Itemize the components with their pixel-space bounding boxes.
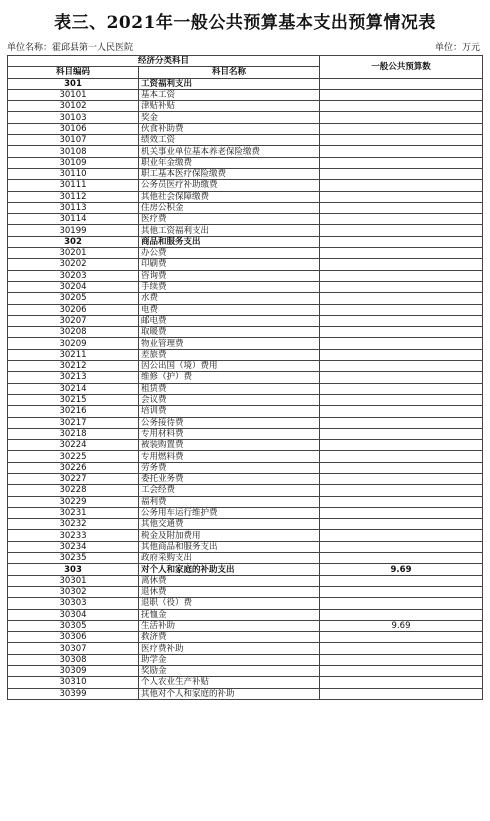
name-cell: 手续费 [139,281,320,292]
name-cell: 工资福利支出 [139,78,320,89]
name-cell: 生活补助 [139,620,320,631]
code-cell: 30304 [8,609,139,620]
code-cell: 30106 [8,123,139,134]
table-header [8,56,483,79]
name-cell: 培训费 [139,406,320,417]
code-cell: 30399 [8,688,139,699]
name-cell: 专用材料费 [139,428,320,439]
amount-cell [320,485,483,496]
amount-header: 一般公共预算数 [320,56,483,79]
amount-cell [320,361,483,372]
code-header: 科目编码 [8,67,139,78]
amount-cell [320,643,483,654]
code-cell: 30214 [8,383,139,394]
name-cell: 住房公积金 [139,202,320,213]
name-cell: 公务员医疗补助缴费 [139,180,320,191]
table-row [8,383,483,394]
table-row [8,135,483,146]
name-cell: 其他商品和服务支出 [139,541,320,552]
table-row [8,519,483,530]
amount-cell [320,553,483,564]
unit-name: 单位名称：霍邱县第一人民医院 [7,43,134,53]
amount-cell [320,394,483,405]
name-cell: 委托业务费 [139,473,320,484]
code-cell: 30231 [8,507,139,518]
code-cell: 30229 [8,496,139,507]
code-cell: 30102 [8,101,139,112]
amount-cell [320,575,483,586]
table-row [8,462,483,473]
amount-cell [320,519,483,530]
code-cell: 30234 [8,541,139,552]
code-cell: 30232 [8,519,139,530]
table-row [8,146,483,157]
code-cell: 30103 [8,112,139,123]
name-cell: 电费 [139,304,320,315]
amount-cell [320,654,483,665]
amount-cell [320,451,483,462]
code-cell: 30209 [8,338,139,349]
name-cell: 职工基本医疗保险缴费 [139,168,320,179]
amount-cell [320,89,483,100]
name-cell: 因公出国（境）费用 [139,361,320,372]
name-cell: 政府采购支出 [139,553,320,564]
amount-cell [320,236,483,247]
amount-cell: 9.69 [320,564,483,575]
code-cell: 30109 [8,157,139,168]
amount-cell [320,383,483,394]
name-cell: 绩效工资 [139,135,320,146]
budget-table [7,55,483,700]
table-row [8,112,483,123]
table-row [8,315,483,326]
amount-cell [320,507,483,518]
name-cell: 奖励金 [139,666,320,677]
amount-cell [320,428,483,439]
code-cell: 30207 [8,315,139,326]
amount-cell [320,180,483,191]
amount-cell [320,112,483,123]
table-row [8,688,483,699]
amount-cell [320,157,483,168]
code-cell: 30228 [8,485,139,496]
table-row [8,417,483,428]
name-cell: 办公费 [139,248,320,259]
table-row [8,428,483,439]
table-row [8,620,483,631]
amount-cell [320,315,483,326]
code-cell: 30110 [8,168,139,179]
name-cell: 个人农业生产补贴 [139,677,320,688]
amount-cell [320,496,483,507]
amount-cell [320,191,483,202]
code-cell: 303 [8,564,139,575]
amount-cell [320,78,483,89]
table-row [8,575,483,586]
code-cell: 30302 [8,586,139,597]
name-cell: 福利费 [139,496,320,507]
code-cell: 30218 [8,428,139,439]
amount-cell [320,473,483,484]
code-cell: 30224 [8,440,139,451]
name-header: 科目名称 [139,67,320,78]
name-cell: 对个人和家庭的补助支出 [139,564,320,575]
table-row [8,586,483,597]
table-row [8,123,483,134]
table-row [8,372,483,383]
amount-cell [320,372,483,383]
name-cell: 被装购置费 [139,440,320,451]
table-row [8,677,483,688]
table-row [8,293,483,304]
name-cell: 咨询费 [139,270,320,281]
name-cell: 职业年金缴费 [139,157,320,168]
amount-cell [320,598,483,609]
table-row [8,281,483,292]
code-cell: 30227 [8,473,139,484]
name-cell: 津贴补贴 [139,101,320,112]
amount-cell [320,462,483,473]
code-cell: 30107 [8,135,139,146]
table-row [8,361,483,372]
name-cell: 离休费 [139,575,320,586]
table-row [8,236,483,247]
table-row [8,168,483,179]
code-cell: 30211 [8,349,139,360]
name-cell: 取暖费 [139,327,320,338]
code-cell: 30217 [8,417,139,428]
code-cell: 30303 [8,598,139,609]
name-cell: 维修（护）费 [139,372,320,383]
code-cell: 30310 [8,677,139,688]
table-row [8,632,483,643]
amount-cell [320,417,483,428]
code-cell: 30204 [8,281,139,292]
amount-cell [320,541,483,552]
amount-cell [320,688,483,699]
table-row [8,202,483,213]
name-cell: 公务接待费 [139,417,320,428]
table-row [8,598,483,609]
amount-cell [320,293,483,304]
amount-cell [320,338,483,349]
amount-cell [320,259,483,270]
table-row [8,643,483,654]
amount-cell [320,248,483,259]
name-cell: 商品和服务支出 [139,236,320,247]
code-cell: 30201 [8,248,139,259]
amount-cell: 9.69 [320,620,483,631]
table-row [8,394,483,405]
code-cell: 30309 [8,666,139,677]
name-cell: 基本工资 [139,89,320,100]
table-row [8,654,483,665]
table-row [8,406,483,417]
table-row [8,259,483,270]
code-cell: 30213 [8,372,139,383]
name-cell: 伙食补助费 [139,123,320,134]
code-cell: 30101 [8,89,139,100]
code-cell: 30114 [8,214,139,225]
name-cell: 医疗费 [139,214,320,225]
code-cell: 30308 [8,654,139,665]
name-cell: 助学金 [139,654,320,665]
code-cell: 301 [8,78,139,89]
code-cell: 30108 [8,146,139,157]
code-cell: 30216 [8,406,139,417]
name-cell: 工会经费 [139,485,320,496]
amount-cell [320,101,483,112]
name-cell: 其他社会保障缴费 [139,191,320,202]
table-row [8,248,483,259]
amount-cell [320,586,483,597]
name-cell: 会议费 [139,394,320,405]
name-cell: 退职（役）费 [139,598,320,609]
code-cell: 30112 [8,191,139,202]
name-cell: 机关事业单位基本养老保险缴费 [139,146,320,157]
amount-cell [320,406,483,417]
table-row [8,191,483,202]
amount-cell [320,214,483,225]
table-row [8,609,483,620]
table-row [8,440,483,451]
table-row [8,485,483,496]
code-cell: 30225 [8,451,139,462]
name-cell: 税金及附加费用 [139,530,320,541]
code-cell: 302 [8,236,139,247]
table-row [8,496,483,507]
table-row [8,78,483,89]
table-row [8,541,483,552]
table-row [8,473,483,484]
table-row [8,338,483,349]
amount-cell [320,349,483,360]
code-cell: 30212 [8,361,139,372]
name-cell: 印刷费 [139,259,320,270]
name-cell: 医疗费补助 [139,643,320,654]
amount-cell [320,327,483,338]
code-cell: 30233 [8,530,139,541]
amount-cell [320,270,483,281]
name-cell: 奖金 [139,112,320,123]
code-cell: 30205 [8,293,139,304]
table-row [8,101,483,112]
code-cell: 30305 [8,620,139,631]
amount-cell [320,225,483,236]
table-row [8,564,483,575]
table-body [8,78,483,699]
table-row [8,157,483,168]
code-cell: 30306 [8,632,139,643]
amount-cell [320,632,483,643]
amount-cell [320,677,483,688]
table-row [8,349,483,360]
name-cell: 劳务费 [139,462,320,473]
amount-cell [320,168,483,179]
table-row [8,530,483,541]
name-cell: 其他交通费 [139,519,320,530]
amount-cell [320,281,483,292]
amount-cell [320,202,483,213]
name-cell: 专用燃料费 [139,451,320,462]
code-cell: 30203 [8,270,139,281]
code-cell: 30111 [8,180,139,191]
amount-cell [320,123,483,134]
table-row [8,225,483,236]
page-title: 表三、2021年一般公共预算基本支出预算情况表 [54,13,436,33]
name-cell: 差旅费 [139,349,320,360]
code-cell: 30307 [8,643,139,654]
name-cell: 物业管理费 [139,338,320,349]
amount-cell [320,440,483,451]
code-cell: 30208 [8,327,139,338]
unit-label: 单位：万元 [434,43,480,53]
code-cell: 30199 [8,225,139,236]
code-cell: 30206 [8,304,139,315]
code-cell: 30226 [8,462,139,473]
table-row [8,553,483,564]
name-cell: 抚恤金 [139,609,320,620]
code-cell: 30235 [8,553,139,564]
name-cell: 公务用车运行维护费 [139,507,320,518]
table-row [8,666,483,677]
name-cell: 其他对个人和家庭的补助 [139,688,320,699]
name-cell: 水费 [139,293,320,304]
amount-cell [320,304,483,315]
table-row [8,214,483,225]
code-cell: 30215 [8,394,139,405]
name-cell: 租赁费 [139,383,320,394]
name-cell: 其他工资福利支出 [139,225,320,236]
table-row [8,451,483,462]
code-cell: 30202 [8,259,139,270]
code-cell: 30113 [8,202,139,213]
amount-cell [320,146,483,157]
table-row [8,304,483,315]
econ-category-header: 经济分类科目 [8,56,320,67]
amount-cell [320,530,483,541]
amount-cell [320,135,483,146]
table-row [8,327,483,338]
amount-cell [320,609,483,620]
table-row [8,180,483,191]
table-row [8,270,483,281]
code-cell: 30301 [8,575,139,586]
name-cell: 退休费 [139,586,320,597]
name-cell: 救济费 [139,632,320,643]
table-row [8,507,483,518]
table-row [8,89,483,100]
amount-cell [320,666,483,677]
name-cell: 邮电费 [139,315,320,326]
